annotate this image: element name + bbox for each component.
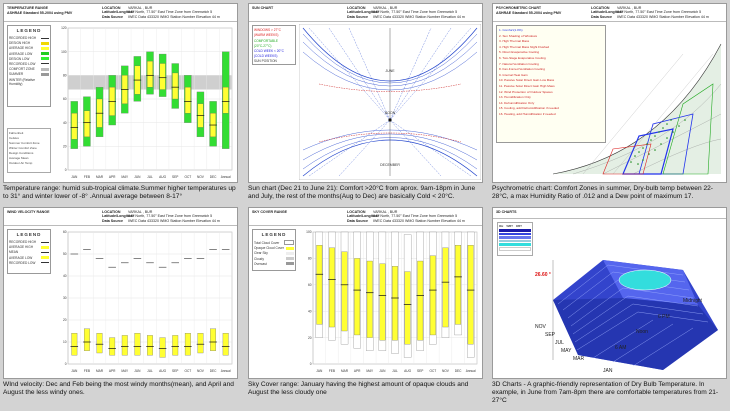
range-bar-inner <box>367 261 373 338</box>
temperature-caption: Temperature range: humid sub-tropical climate.Summer higher temperatures up to 31° and winter lower of -8° .Annual average between 8-17° <box>3 185 236 200</box>
range-bar-inner <box>72 333 78 355</box>
sky-caption: Sky Cover range: January having the highest amount of opaque clouds and August the less cloudy one <box>248 381 469 396</box>
y-tick-label: 60 <box>62 230 67 235</box>
range-bar-inner <box>72 113 78 139</box>
psychrometric-panel <box>492 3 727 183</box>
y-tick-label: 40 <box>307 309 312 314</box>
x-tick-label: FEB <box>83 369 91 373</box>
x-tick-label: DEC <box>209 175 217 179</box>
panel-header <box>493 4 726 22</box>
x-tick-label: MAY <box>121 369 129 373</box>
x-tick-label: DEC <box>454 369 462 373</box>
legend: LEGEND RECORDED HIGH DESIGN HIGH AVERAGE HIGH AVERAGE LOW DESIGN LOW RECORDED LOW COMFORT ZONE SUMMER WINTER (Relative Humidity) <box>7 25 51 107</box>
x-tick-label: FEB <box>83 175 91 179</box>
wind-chart <box>54 228 236 376</box>
location-block: LOCATION VARKAL , BUR Latitude/Longitude8.0° North, 77.50° East Time Zone from Greenwich 5 Data Source IWEC Data 433320 WMO Station Number Elevation 44 m <box>347 6 465 19</box>
y-tick-label: 80 <box>307 256 312 261</box>
panel-title: PSYCHROMETRIC CHART <box>496 6 542 10</box>
label-6am: 6 AM <box>615 345 627 351</box>
label-mar: MAR <box>573 356 585 362</box>
range-bar-inner <box>210 329 216 351</box>
noon-label: NOON <box>384 111 396 115</box>
range-bar-inner <box>172 73 178 99</box>
x-tick-label: MAY <box>366 369 374 373</box>
y-tick-label: 0 <box>64 362 67 367</box>
panel-title: SKY COVER RANGE <box>252 210 288 214</box>
range-bar-inner <box>430 256 436 335</box>
panel-header <box>249 208 482 226</box>
x-tick-label: FEB <box>328 369 336 373</box>
location-block: LOCATION VARKAL , BUR Latitude/Longitude8.0° North, 77.50° East Time Zone from Greenwich 5 Data Source IWEC Data 433320 WMO Station Number Elevation 44 m <box>102 6 220 19</box>
y-tick-label: 50 <box>62 252 67 257</box>
range-bar-inner <box>84 329 90 351</box>
x-tick-label: JUL <box>392 369 398 373</box>
range-bar-inner <box>417 261 423 340</box>
panel-header <box>4 208 237 226</box>
x-tick-label: JAN <box>316 369 323 373</box>
legend: LEGEND Total Cloud Cover Opaque Cloud Cover Clear Sky Cloudy Overcast <box>252 229 296 271</box>
y-tick-label: 60 <box>307 283 312 287</box>
x-tick-label: OCT <box>184 369 192 373</box>
x-tick-label: NOV <box>442 369 449 373</box>
sun-caption: Sun chart (Dec 21 to June 21): Comfort >20°C from aprox. 9am-18pm in June and July, the rest of the months(Aug to Dec) are basically Cold < 20°C. <box>248 185 476 200</box>
panel-header <box>493 208 726 219</box>
range-bar-inner <box>147 335 153 355</box>
range-bar-inner <box>342 252 348 331</box>
legend: LEGEND RECORDED HIGH AVERAGE HIGH MEAN AVERAGE LOW RECORDED LOW <box>7 229 51 274</box>
sky-cover-panel <box>248 207 483 379</box>
y-tick-label: 40 <box>62 274 67 279</box>
y-tick-label: 20 <box>307 335 312 340</box>
range-bar-inner <box>97 333 103 353</box>
sun-chart-panel <box>248 3 483 183</box>
range-bar-inner <box>468 245 474 344</box>
x-tick-label: JAN <box>71 369 78 373</box>
3d-chart-panel <box>492 207 727 379</box>
sky-cover-chart <box>299 228 481 376</box>
range-bar-inner <box>147 61 153 87</box>
temperature-chart <box>54 24 236 182</box>
range-bar-inner <box>455 245 461 324</box>
y-tick-label: 100 <box>306 230 312 235</box>
winter-label: DECEMBER <box>380 163 400 167</box>
location-block: LOCATION VARKAL , BUR Latitude/Longitude8.0° North, 77.50° East Time Zone from Greenwich 5 Data Source IWEC Data 433320 WMO Station Number Elevation 44 m <box>591 6 709 19</box>
label-jul: JUL <box>555 340 564 346</box>
value-annotation: 26.60 ° <box>535 272 551 278</box>
wind-velocity-panel <box>3 207 238 379</box>
range-bar-inner <box>185 333 191 355</box>
design-strategies-list[interactable]: 1. Comfort(1.0%) 2. Sun Shading of Windows 3. High Thermal Mass 4. High Thermal Mass Night Flushed 5. Direct Evaporative Cooling 6. Two-Stage Evaporative Cooling 7. Natural Ventilation Cooling 8. Fan-Forced Ventilation Cooling 9. Internal Heat Gain 10. Passive Solar Direct Gain Low Mass 11. Passive Solar Direct Gain High Mass 12. Wind Protection of Outdoor Spaces 13. Humidification Only 14. Dehumidification Only 15. Cooling, add Dehumidification if needed 16. Heating, add Humidification if needed <box>496 25 606 143</box>
panel-header <box>249 4 482 22</box>
x-tick-label: JUN <box>134 369 141 373</box>
panel-title: 3D CHARTS <box>496 210 517 214</box>
panel-subtitle: ASHRAE Standard 55-2004 using PMV <box>496 10 562 15</box>
x-tick-label: SEP <box>417 369 424 373</box>
x-tick-label: MAR <box>340 369 349 373</box>
x-tick-label: JUN <box>134 175 141 179</box>
y-tick-label: 0 <box>64 168 67 173</box>
x-tick-label: MAR <box>95 369 104 373</box>
y-tick-label: 100 <box>61 49 67 54</box>
x-tick-label: JUN <box>379 369 386 373</box>
x-tick-label: NOV <box>197 175 204 179</box>
3d-caption: 3D Charts - A graphic-friendly representation of Dry Bulb Temperature. In example, in June from 7am-8pm there are comfortable temperatures from 21-27°C <box>492 381 719 404</box>
range-bar-inner <box>329 248 335 327</box>
y-tick-label: 0 <box>309 362 312 367</box>
x-tick-label: DEC <box>209 369 217 373</box>
3d-scale-legend: RH WBT DBT <box>497 222 533 256</box>
panel-title: TEMPERATURE RANGE <box>7 6 49 10</box>
temperature-range-panel <box>3 3 238 183</box>
label-6pm: 6 PM <box>658 314 670 320</box>
x-tick-label: SEP <box>172 175 179 179</box>
y-tick-label: 120 <box>61 26 67 31</box>
x-tick-label: AUG <box>159 175 167 179</box>
y-tick-label: 40 <box>62 120 67 125</box>
dry-bulb-surface <box>533 220 725 378</box>
x-tick-label: Annual <box>220 175 231 179</box>
label-sep: SEP <box>545 332 556 338</box>
summer-label: JUNE <box>385 69 395 73</box>
x-tick-label: AUG <box>159 369 167 373</box>
y-tick-label: 20 <box>62 144 67 149</box>
y-tick-label: 20 <box>62 318 67 323</box>
psychrometric-caption: Psychrometric chart: Comfort Zones in summer, Dry-bulb temp between 22-28°C, a max Humidity Ratio of .012 and a Dew point of maximum 17. <box>492 185 713 200</box>
label-midnight: Midnight <box>683 298 702 304</box>
location-block: LOCATION VARKAL , BUR Latitude/Longitude8.0° North, 77.50° East Time Zone from Greenwich 5 Data Source IWEC Data 433320 WMO Station Number Elevation 44 m <box>102 210 220 223</box>
x-tick-label: MAR <box>95 175 104 179</box>
x-tick-label: SEP <box>172 369 179 373</box>
x-tick-label: JUL <box>147 369 153 373</box>
x-tick-label: Annual <box>465 369 476 373</box>
panel-subtitle: ASHRAE Standard 55-2004 using PMV <box>7 10 73 15</box>
y-tick-label: 30 <box>62 296 67 301</box>
x-tick-label: APR <box>108 175 116 179</box>
y-tick-label: 10 <box>62 340 67 345</box>
x-tick-label: OCT <box>184 175 192 179</box>
range-bar-inner <box>223 87 229 113</box>
label-nov: NOV <box>535 324 546 330</box>
range-bar-inner <box>405 272 411 345</box>
y-tick-label: 60 <box>62 97 67 102</box>
range-bar-inner <box>160 338 166 358</box>
x-tick-label: OCT <box>429 369 437 373</box>
range-bar-inner <box>198 333 204 353</box>
range-bar-inner <box>380 264 386 341</box>
x-tick-label: AUG <box>404 369 412 373</box>
sun-legend: WINDOWS > 27°C (WARM WEEKS) COMFORTABLE (20°C-27°C) COLD WEEK < 20°C (COLD WEEKS) SUN POSITION <box>252 25 296 65</box>
range-bar-inner <box>109 338 115 356</box>
x-tick-label: NOV <box>197 369 204 373</box>
range-bar-inner <box>185 87 191 113</box>
label-jan: JAN <box>603 368 613 374</box>
sun-path-diagram <box>299 24 481 180</box>
range-bar-inner <box>172 335 178 355</box>
panel-title: SUN CHART <box>252 6 274 10</box>
wind-caption: WInd velocity: Dec and Feb being the most windy months(mean), and April and August the less windy ones. <box>3 381 234 396</box>
label-may: MAY <box>561 348 572 354</box>
x-tick-label: APR <box>108 369 116 373</box>
range-bar-inner <box>392 266 398 340</box>
range-bar-inner <box>122 335 128 355</box>
x-tick-label: JUL <box>147 175 153 179</box>
panel-header <box>4 4 237 22</box>
x-tick-label: APR <box>353 369 361 373</box>
range-bar-inner <box>443 248 449 327</box>
label-noon: Noon <box>636 329 648 335</box>
range-bar-inner <box>160 64 166 90</box>
panel-title: WIND VELOCITY RANGE <box>7 210 50 214</box>
range-bar-inner <box>135 333 141 355</box>
display-options[interactable]: Fahrenheit Celsius Summer Comfort Zone Winter Comfort Zone Design Conditions Average Mean Outdoor Air Temp <box>7 128 51 173</box>
range-bar-inner <box>354 258 360 335</box>
range-bar-inner <box>223 333 229 355</box>
x-tick-label: Annual <box>220 369 231 373</box>
location-block: LOCATION VARKAL , BUR Latitude/Longitude8.0° North, 77.50° East Time Zone from Greenwich 5 Data Source IWEC Data 433320 WMO Station Number Elevation 44 m <box>347 210 465 223</box>
range-bar-inner <box>84 111 90 137</box>
y-tick-label: 80 <box>62 73 67 78</box>
x-tick-label: MAY <box>121 175 129 179</box>
x-tick-label: JAN <box>71 175 78 179</box>
range-bar-inner <box>317 245 323 324</box>
